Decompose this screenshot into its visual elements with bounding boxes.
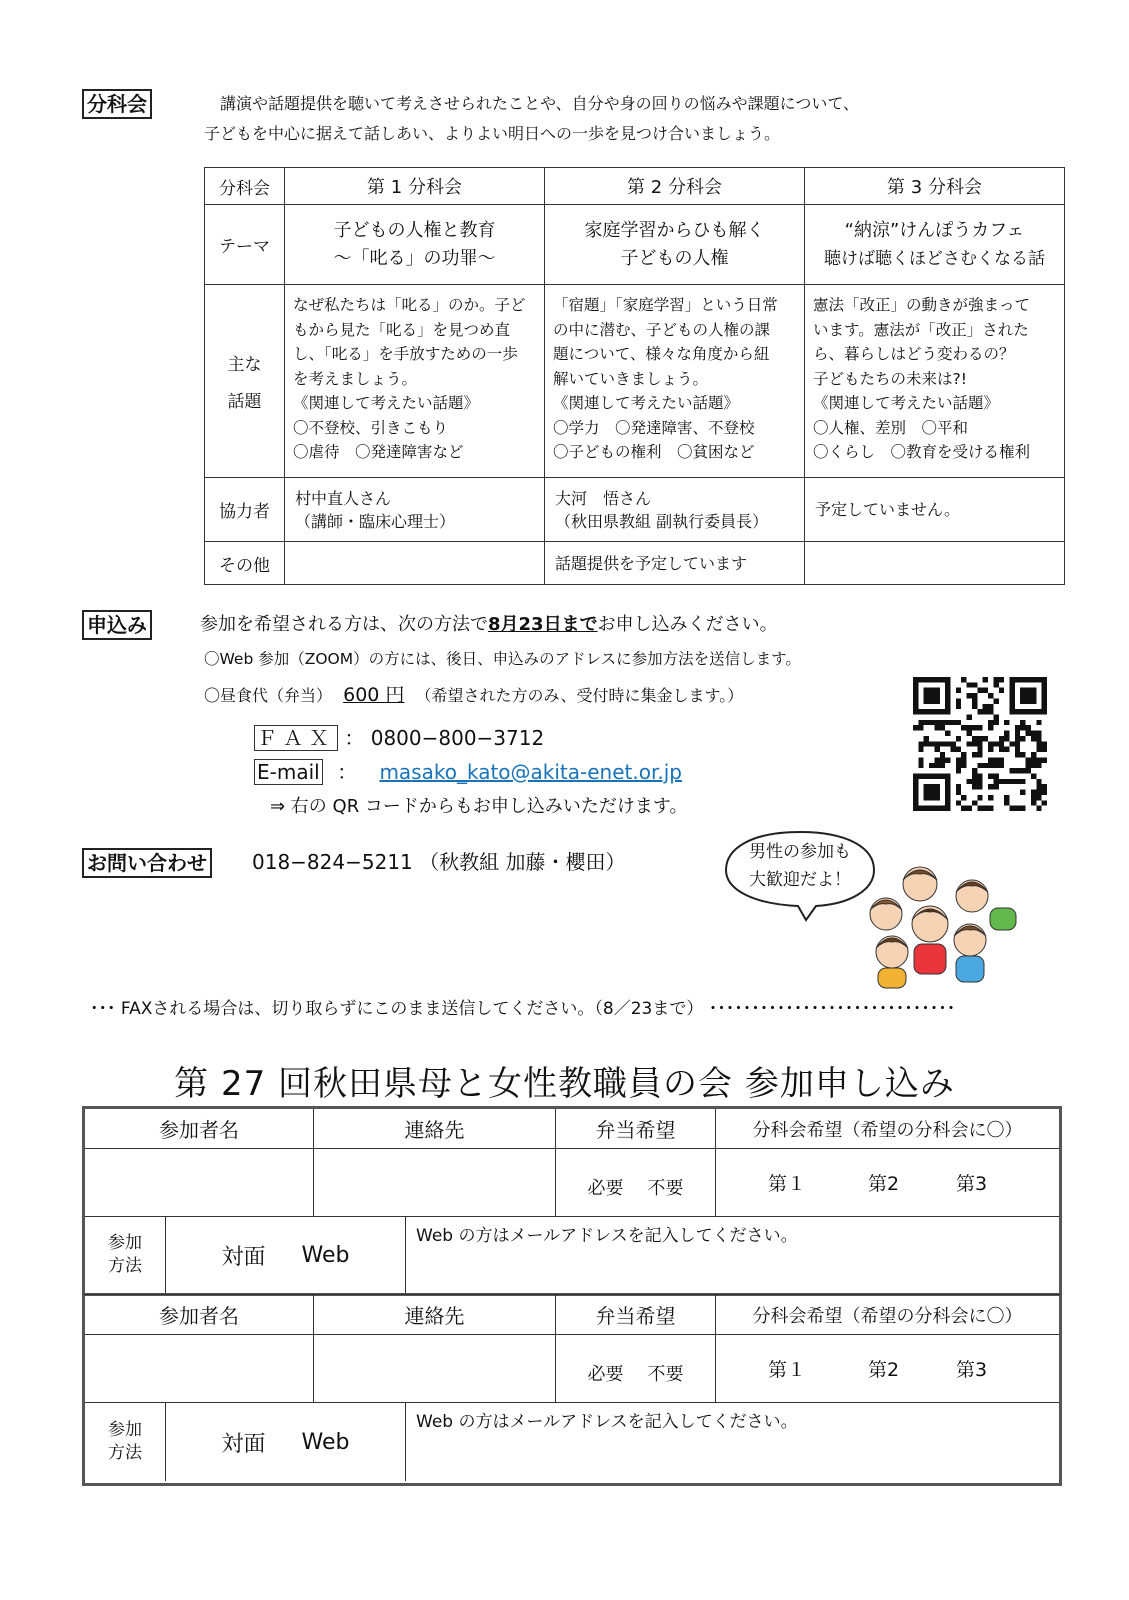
session-options: [715, 1149, 1059, 1217]
children-illustration-icon: [848, 862, 1026, 990]
session-3-cooperator: [805, 478, 1065, 542]
email-label: E-mail: [254, 759, 323, 785]
cooperator-label: 協力者: [205, 478, 285, 542]
topic-line: ら、暮らしはどう変わるの？: [813, 345, 1015, 363]
contact-input[interactable]: [313, 1335, 555, 1403]
method-label-1: 参加: [108, 1233, 142, 1253]
name-input[interactable]: [85, 1149, 313, 1217]
web-note: 〇Web 参加（ZOOM）の方には、後日、申込みのアドレスに参加方法を送信します。: [204, 650, 801, 668]
topic-line: 《関連して考えたい話題》: [813, 394, 1000, 412]
method-label-1: 参加: [108, 1420, 142, 1440]
moushikomi-tag: 申込み: [82, 610, 152, 640]
bubble-line-2: 大歓迎だよ！: [749, 870, 851, 890]
session-2-topics: [545, 285, 805, 478]
topics-label: [205, 285, 285, 478]
method-options: [165, 1403, 405, 1481]
session-3-theme: [805, 205, 1065, 285]
session-1-name: 第 1 分科会: [285, 168, 545, 205]
bento-need-option[interactable]: 必要: [587, 1177, 624, 1199]
form-title: 第 27 回秋田県母と女性教職員の会 参加申し込み: [174, 1064, 955, 1104]
bento-options: [555, 1149, 715, 1217]
contact-phone: 018−824−5211 （秋教組 加藤・櫻田）: [252, 850, 626, 874]
session-option-2[interactable]: 第2: [868, 1173, 900, 1195]
cooperator-name: 大河 悟さん: [555, 488, 652, 508]
contact-tag: お問い合わせ: [82, 848, 212, 878]
bunkakai-intro-1: 講演や話題提供を聴いて考えさせられたことや、自分や身の回りの悩みや課題について、: [220, 94, 860, 113]
session-option-1[interactable]: 第１: [768, 1359, 807, 1381]
session-1-theme: [285, 205, 545, 285]
topic-line: なぜ私たちは「叱る」のか。子ど: [293, 296, 526, 314]
registration-form-1: [82, 1106, 1062, 1296]
method-label-2: 方法: [108, 1443, 142, 1463]
cooperator-role: （秋田県教組 副執行委員長）: [555, 511, 769, 531]
method-options: [165, 1217, 405, 1293]
session-2-name: 第 2 分科会: [545, 168, 805, 205]
session-2-theme: [545, 205, 805, 285]
topic-line: 子どもたちの未来は?!: [813, 369, 967, 388]
bento-no-option[interactable]: 不要: [647, 1177, 684, 1199]
cooperator-name: 村中直人さん: [295, 488, 392, 508]
other-label: その他: [205, 542, 285, 585]
bunkakai-intro-2: 子どもを中心に据えて話しあい、よりよい明日への一歩を見つけ合いましょう。: [204, 124, 781, 143]
lunch-line: [204, 680, 743, 707]
method-web-option[interactable]: Web: [301, 1429, 350, 1455]
cooperator-name: 予定していません。: [815, 500, 960, 519]
session-2-theme-1: 家庭学習からひも解く: [584, 219, 765, 241]
session-option-3[interactable]: 第3: [956, 1359, 988, 1381]
apply-pre: 参加を希望される方は、次の方法で: [200, 614, 488, 635]
email-line: [254, 756, 682, 785]
session-options: [715, 1335, 1059, 1403]
qr-note: ⇒ 右の QR コードからもお申し込みいただけます。: [270, 796, 688, 817]
topic-line: 《関連して考えたい話題》: [553, 394, 740, 412]
email-note: Web の方はメールアドレスを記入してください。: [416, 1226, 798, 1246]
contact-header: 連絡先: [313, 1109, 555, 1149]
topic-line: し、「叱る」を手放すための一歩: [293, 345, 518, 363]
session-2-theme-2: 子どもの人権: [620, 247, 729, 269]
topic-line: 〇不登校、引きこもり: [293, 418, 449, 437]
session-2-cooperator: [545, 478, 805, 542]
session-2-other: 話題提供を予定しています: [545, 542, 805, 585]
fax-number: ： 0800−800−3712: [344, 726, 545, 750]
method-web-option[interactable]: Web: [301, 1242, 350, 1268]
apply-post: お申し込みください。: [597, 614, 778, 635]
email-note-field[interactable]: [405, 1217, 1059, 1293]
registration-form-2: [82, 1294, 1062, 1486]
topic-line: 《関連して考えたい話題》: [293, 394, 480, 412]
session-3-other: [805, 542, 1065, 585]
lunch-pre: 〇昼食代（弁当）: [204, 686, 333, 705]
header-label: 分科会: [205, 168, 285, 205]
topics-label-2: 話題: [227, 392, 262, 412]
session-header: 分科会希望（希望の分科会に〇）: [715, 1295, 1059, 1335]
session-option-1[interactable]: 第１: [768, 1173, 807, 1195]
apply-deadline: 8月23日まで: [488, 614, 598, 635]
session-3-theme-2: 聴けば聴くほどさむくなる話: [824, 248, 1045, 269]
contact-input[interactable]: [313, 1149, 555, 1217]
bento-header: 弁当希望: [555, 1109, 715, 1149]
session-3-topics: [805, 285, 1065, 478]
bento-header: 弁当希望: [555, 1295, 715, 1335]
cooperator-role: （講師・臨床心理士）: [295, 511, 456, 531]
bunkakai-table: [204, 167, 1065, 585]
cut-line: ･･･ FAXされる場合は、切り取らずにこのまま送信してください。（8／23まで） ･････････････････････････････: [90, 999, 956, 1019]
topics-label-1: 主な: [227, 355, 262, 375]
topic-line: 〇虐待 〇発達障害など: [293, 443, 464, 461]
bubble-line-1: 男性の参加も: [749, 842, 851, 862]
session-option-3[interactable]: 第3: [956, 1173, 988, 1195]
bento-options: [555, 1335, 715, 1403]
session-1-topics: [285, 285, 545, 478]
session-1-theme-1: 子どもの人権と教育: [333, 219, 496, 241]
method-face-option[interactable]: 対面: [221, 1244, 266, 1270]
email-note: Web の方はメールアドレスを記入してください。: [416, 1412, 798, 1432]
lunch-price: 600 円: [343, 684, 405, 706]
qr-code-icon[interactable]: [913, 677, 1047, 811]
method-label: [85, 1217, 165, 1293]
bunkakai-tag: 分科会: [82, 89, 152, 119]
topic-line: 題について、様々な角度から紐: [553, 345, 770, 363]
name-header: 参加者名: [85, 1295, 313, 1335]
topic-line: を考えましょう。: [293, 369, 418, 388]
method-label: [85, 1403, 165, 1481]
topic-line: 解いていきましょう。: [553, 369, 709, 388]
email-colon: ：: [337, 760, 358, 784]
session-option-2[interactable]: 第2: [868, 1359, 900, 1381]
session-1-theme-2: ～「叱る」の功罪～: [333, 247, 496, 269]
name-input[interactable]: [85, 1335, 313, 1403]
topic-line: います。憲法が「改正」された: [813, 320, 1029, 339]
topic-line: の中に潜む、子どもの人権の課: [553, 320, 771, 339]
method-face-option[interactable]: 対面: [221, 1431, 266, 1457]
topic-line: 〇学力 〇発達障害、不登校: [553, 418, 755, 437]
topic-line: もから見た「叱る」を見つめ直: [293, 320, 511, 339]
apply-line: [200, 610, 778, 636]
fax-line: [254, 722, 544, 751]
topic-line: 「宿題」「家庭学習」という日常: [553, 296, 778, 314]
email-link[interactable]: masako_kato@akita-enet.or.jp: [379, 760, 682, 784]
method-label-2: 方法: [108, 1256, 142, 1276]
session-1-other: [285, 542, 545, 585]
session-1-cooperator: [285, 478, 545, 542]
session-3-theme-1: “納涼”けんぽうカフェ: [844, 219, 1025, 241]
bento-need-option[interactable]: 必要: [587, 1363, 624, 1385]
session-header: 分科会希望（希望の分科会に〇）: [715, 1109, 1059, 1149]
theme-label: テーマ: [205, 205, 285, 285]
email-note-field[interactable]: [405, 1403, 1059, 1481]
contact-header: 連絡先: [313, 1295, 555, 1335]
fax-label: ＦＡＸ: [254, 725, 338, 751]
topic-line: 〇人権、差別 〇平和: [813, 418, 969, 437]
topic-line: 〇子どもの権利 〇貧困など: [553, 443, 755, 461]
session-3-name: 第 3 分科会: [805, 168, 1065, 205]
bento-no-option[interactable]: 不要: [647, 1363, 684, 1385]
topic-line: 〇くらし 〇教育を受ける権利: [813, 443, 1031, 461]
topic-line: 憲法「改正」の動きが強まって: [813, 296, 1031, 314]
name-header: 参加者名: [85, 1109, 313, 1149]
lunch-post: （希望された方のみ、受付時に集金します。）: [415, 686, 744, 705]
